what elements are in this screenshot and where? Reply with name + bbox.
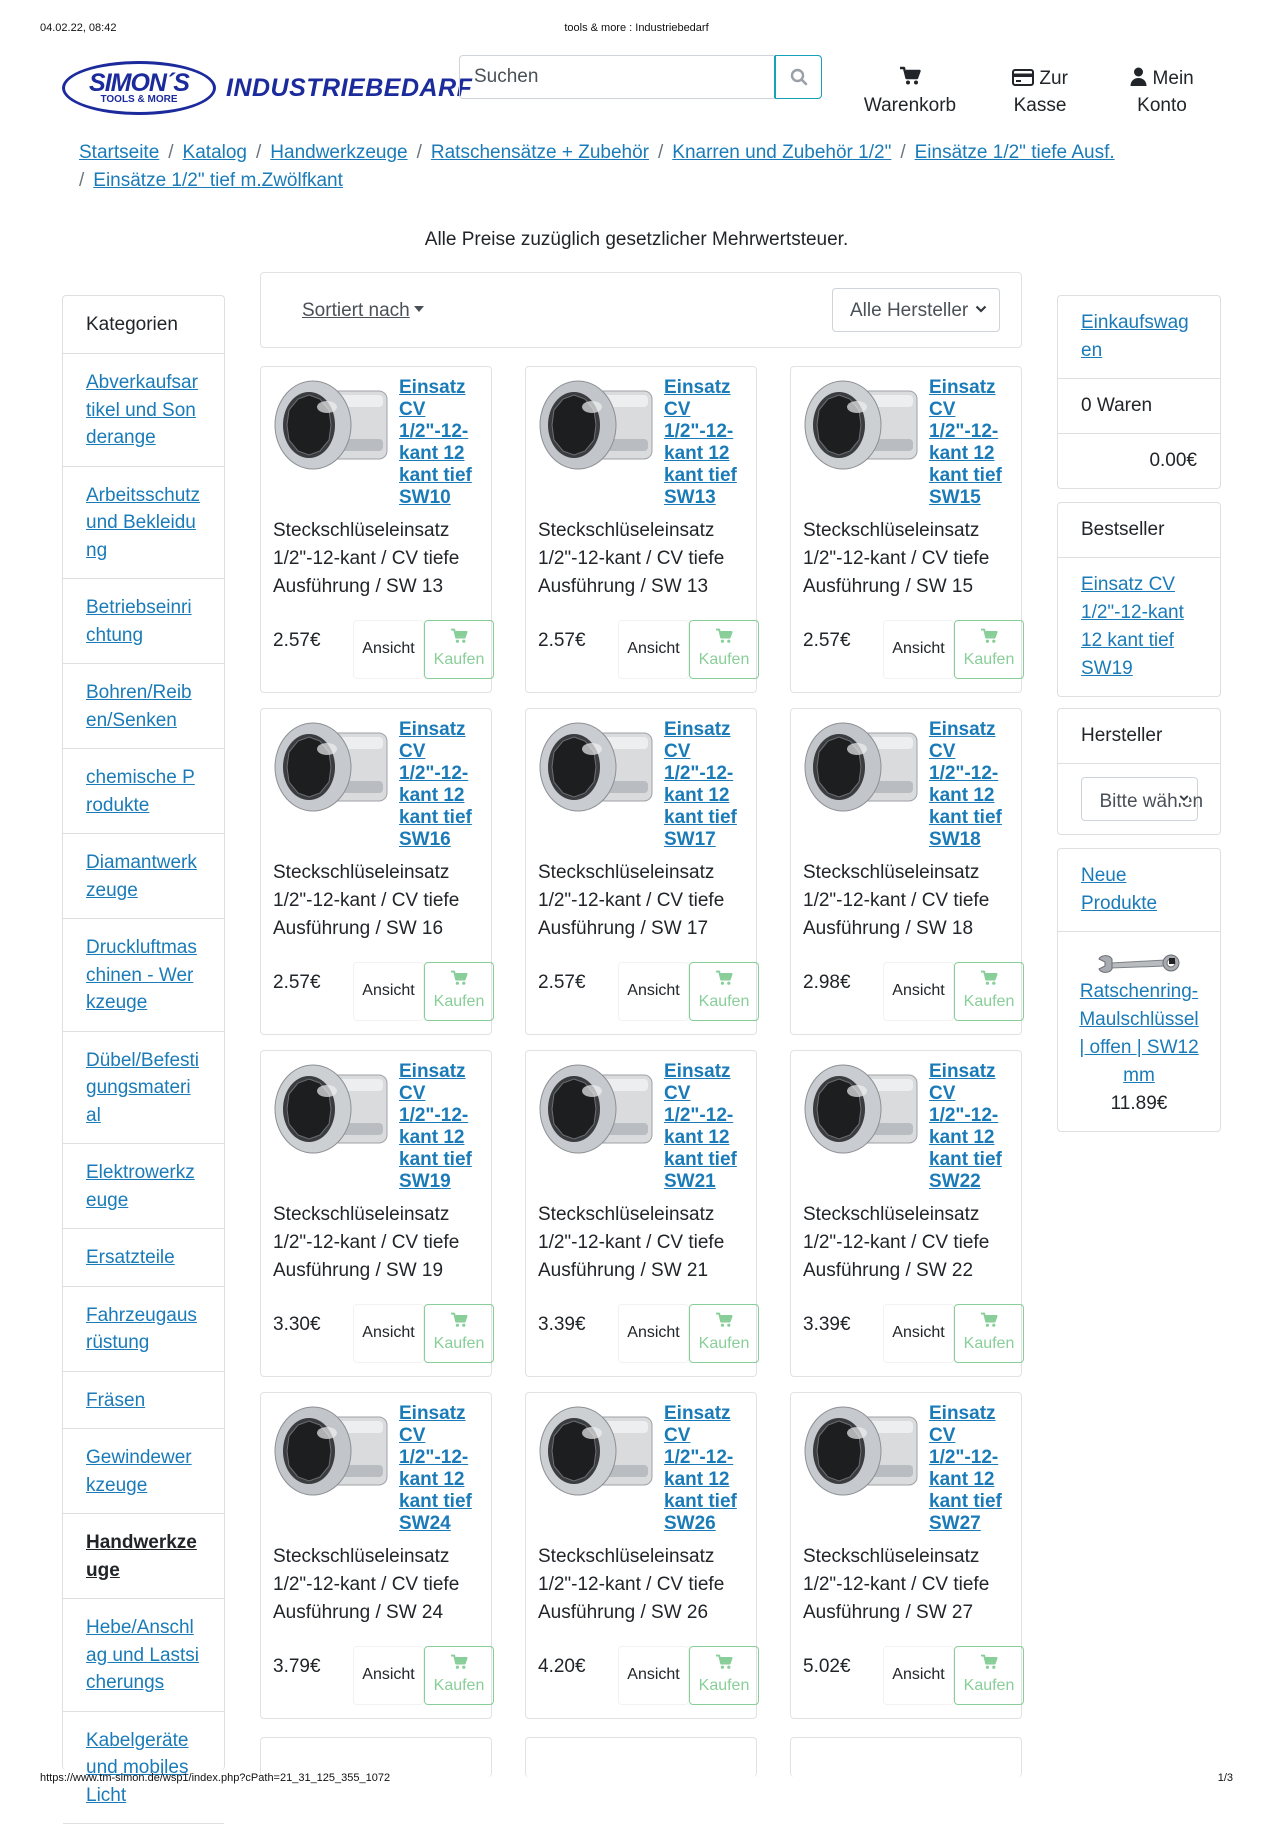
buy-button[interactable] [954,962,1024,1021]
buy-button[interactable] [424,1646,494,1705]
cart-icon [715,628,733,644]
logo-subtitle: INDUSTRIEBEDARF [226,74,472,103]
product-card [525,366,757,693]
nav-account-label-1: Mein [1153,68,1194,89]
product-price: 5.02€ [803,1656,851,1678]
product-description: Steckschlüseleinsatz 1/2"-12-kant / CV tiefe Ausführung / SW 21 [538,1201,748,1285]
product-card [260,366,492,693]
product-card [790,1050,1022,1377]
buy-button[interactable] [689,620,759,679]
cart-box-items: 0 Waren [1058,379,1220,434]
product-title: Einsatz CV 1/2"-12-kant 12 kant tief SW15 [929,377,1002,508]
categories-heading: Kategorien [63,296,224,354]
category-item[interactable]: Kabelgeräte und mobiles Licht [63,1712,224,1824]
buy-button[interactable] [424,1304,494,1363]
bestseller-title: Bestseller [1058,503,1220,558]
category-item[interactable]: Dübel/Befestigungsmaterial [63,1032,224,1145]
category-item[interactable]: Fahrzeugausrüstung [63,1287,224,1372]
product-card [260,1737,492,1777]
manufacturer-filter-value: Alle Hersteller [850,300,968,321]
view-button-label: Ansicht [362,1324,414,1341]
manufacturer-select-value: Bitte wählen [1100,791,1204,812]
category-item[interactable]: Betriebseinrichtung [63,579,224,664]
manufacturer-select[interactable] [1081,777,1198,821]
product-description: Steckschlüseleinsatz 1/2"-12-kant / CV tiefe Ausführung / SW 17 [538,859,748,943]
buy-button-label: Kaufen [699,651,750,668]
vat-notice: Alle Preise zuzüglich gesetzlicher Mehrwertsteuer. [0,229,1273,251]
nav-cart[interactable] [860,65,960,119]
product-price: 4.20€ [538,1656,586,1678]
product-price: 2.57€ [273,972,321,994]
product-description: Steckschlüseleinsatz 1/2"-12-kant / CV tiefe Ausführung / SW 19 [273,1201,483,1285]
buy-button[interactable] [954,1304,1024,1363]
view-button[interactable] [883,620,954,679]
search-button[interactable] [775,55,822,99]
breadcrumb-current[interactable]: Einsätze 1/2" tief m.Zwölfkant [93,170,343,191]
product-card [525,1737,757,1777]
cart-icon [715,1654,733,1670]
product-description: Steckschlüseleinsatz 1/2"-12-kant / CV tiefe Ausführung / SW 27 [803,1543,1013,1627]
buy-button[interactable] [689,1646,759,1705]
view-button[interactable] [618,962,689,1021]
nav-checkout-label-2: Kasse [1014,95,1067,116]
product-price: 2.57€ [538,630,586,652]
view-button[interactable] [883,1646,954,1705]
product-card [790,366,1022,693]
category-item[interactable]: Arbeitsschutz und Bekleidung [63,467,224,580]
product-price: 2.57€ [803,630,851,652]
view-button[interactable] [618,1304,689,1363]
print-header [40,22,1233,36]
product-description: Steckschlüseleinsatz 1/2"-12-kant / CV tiefe Ausführung / SW 15 [803,517,1013,601]
category-item[interactable]: Elektrowerkzeuge [63,1144,224,1229]
product-card [260,708,492,1035]
cart-icon [899,66,921,86]
site-logo[interactable] [62,58,424,118]
breadcrumb-handwerkzeuge[interactable]: Handwerkzeuge [270,142,407,163]
cart-icon [715,970,733,986]
chevron-down-icon [975,304,987,314]
nav-checkout[interactable] [995,65,1085,119]
product-price: 3.39€ [538,1314,586,1336]
product-price: 3.30€ [273,1314,321,1336]
logo-emblem [62,61,216,115]
search-form [459,55,822,99]
view-button-label: Ansicht [892,1666,944,1683]
manufacturer-box [1057,708,1221,835]
product-title: Einsatz CV 1/2"-12-kant 12 kant tief SW18 [929,719,1002,850]
breadcrumb-knarren[interactable]: Knarren und Zubehör 1/2" [672,142,891,163]
product-title-link[interactable] [273,377,481,509]
view-button[interactable] [618,1646,689,1705]
cart-box-total: 0.00€ [1058,434,1220,488]
cart-icon [980,970,998,986]
cart-box [1057,295,1221,489]
breadcrumb: Startseite / Katalog / Handwerkzeuge / Ratschensätze + Zubehör / Knarren und Zubehör 1/2" / Einsätze 1/2" tiefe Ausf. / Einsätze 1/2" tief m.Zwölfkant [79,139,1199,195]
buy-button[interactable] [954,620,1024,679]
sort-label: Sortiert nach [302,300,410,321]
cart-icon [980,1312,998,1328]
print-footer [40,1772,1233,1786]
view-button[interactable] [353,1646,424,1705]
buy-button[interactable] [954,1646,1024,1705]
category-item[interactable]: Diamantwerkzeuge [63,834,224,919]
categories-box [62,295,225,1770]
breadcrumb-catalog[interactable]: Katalog [183,142,247,163]
product-title-link[interactable] [803,1061,1011,1193]
category-item[interactable]: Ersatzteile [63,1229,224,1287]
product-title-link[interactable] [273,1061,481,1193]
product-title: Einsatz CV 1/2"-12-kant 12 kant tief SW27 [929,1403,1002,1534]
cart-icon [980,628,998,644]
user-icon [1130,67,1147,86]
view-button[interactable] [618,620,689,679]
category-item[interactable]: Gewindewerkzeuge [63,1429,224,1514]
view-button-label: Ansicht [362,640,414,657]
category-item[interactable]: Abverkaufsartikel und Sonderange [63,354,224,467]
buy-button-label: Kaufen [699,993,750,1010]
product-title-link[interactable] [803,1403,1011,1535]
caret-down-icon [414,306,424,312]
product-price: 3.79€ [273,1656,321,1678]
buy-button-label: Kaufen [964,1335,1015,1352]
view-button[interactable] [353,620,424,679]
product-description: Steckschlüseleinsatz 1/2"-12-kant / CV tiefe Ausführung / SW 16 [273,859,483,943]
category-item[interactable]: Fräsen [63,1372,224,1430]
buy-button-label: Kaufen [434,1335,485,1352]
product-title-link[interactable] [538,377,746,509]
manufacturer-title: Hersteller [1058,709,1220,764]
breadcrumb-home[interactable]: Startseite [79,142,159,163]
product-description: Steckschlüseleinsatz 1/2"-12-kant / CV tiefe Ausführung / SW 13 [538,517,748,601]
product-title: Einsatz CV 1/2"-12-kant 12 kant tief SW22 [929,1061,1002,1192]
buy-button[interactable] [424,620,494,679]
print-url: https://www.tm-simon.de/wsp1/index.php?cPath=21_31_125_355_1072 [40,1772,390,1784]
nav-account[interactable] [1117,65,1207,119]
product-title: Einsatz CV 1/2"-12-kant 12 kant tief SW17 [664,719,737,850]
category-item[interactable]: Druckluftmaschinen - Werkzeuge [63,919,224,1032]
view-button[interactable] [883,962,954,1021]
product-title-link[interactable] [803,377,1011,509]
cart-icon [980,1654,998,1670]
product-description: Steckschlüseleinsatz 1/2"-12-kant / CV tiefe Ausführung / SW 24 [273,1543,483,1627]
print-datetime: 04.02.22, 08:42 [40,22,116,34]
product-price: 2.98€ [803,972,851,994]
cart-icon [450,1654,468,1670]
product-description: Steckschlüseleinsatz 1/2"-12-kant / CV tiefe Ausführung / SW 13 [273,517,483,601]
buy-button-label: Kaufen [964,651,1015,668]
product-title-link[interactable] [538,1403,746,1535]
wrench-image[interactable] [1097,954,1181,976]
product-title: Einsatz CV 1/2"-12-kant 12 kant tief SW16 [399,719,472,850]
view-button-label: Ansicht [892,640,944,657]
search-input[interactable] [460,56,775,98]
buy-button-label: Kaufen [434,993,485,1010]
print-title: tools & more : Industriebedarf [40,22,1233,34]
print-page: 1/3 [1218,1772,1233,1784]
new-product-price: 11.89€ [1078,1090,1200,1118]
product-title-link[interactable] [273,719,481,851]
logo-tagline: TOOLS & MORE [65,94,213,105]
buy-button-label: Kaufen [699,1335,750,1352]
view-button-label: Ansicht [362,1666,414,1683]
logo-name: SIMON´S [65,69,213,98]
product-title-link[interactable] [538,719,746,851]
product-card [525,1392,757,1719]
view-button-label: Ansicht [892,1324,944,1341]
product-card [525,1050,757,1377]
product-price: 2.57€ [273,630,321,652]
buy-button-label: Kaufen [699,1677,750,1694]
cart-icon [450,628,468,644]
product-card [260,1392,492,1719]
bestseller-item[interactable]: Einsatz CV 1/2"-12-kant 12 kant tief SW19 [1081,574,1184,679]
nav-checkout-label-1: Zur [1039,68,1068,89]
category-item-active[interactable]: Handwerkzeuge [63,1514,224,1599]
breadcrumb-ratschensaetze[interactable]: Ratschensätze + Zubehör [431,142,649,163]
bestseller-box [1057,502,1221,697]
cart-icon [450,970,468,986]
view-button-label: Ansicht [627,982,679,999]
buy-button-label: Kaufen [964,1677,1015,1694]
product-description: Steckschlüseleinsatz 1/2"-12-kant / CV tiefe Ausführung / SW 18 [803,859,1013,943]
cart-icon [450,1312,468,1328]
product-card [790,708,1022,1035]
product-description: Steckschlüseleinsatz 1/2"-12-kant / CV tiefe Ausführung / SW 22 [803,1201,1013,1285]
category-item[interactable]: chemische Produkte [63,749,224,834]
manufacturer-filter-select[interactable] [832,288,1000,332]
product-title: Einsatz CV 1/2"-12-kant 12 kant tief SW24 [399,1403,472,1534]
new-products-box [1057,848,1221,1132]
view-button[interactable] [353,1304,424,1363]
buy-button-label: Kaufen [964,993,1015,1010]
view-button[interactable] [883,1304,954,1363]
product-description: Steckschlüseleinsatz 1/2"-12-kant / CV tiefe Ausführung / SW 26 [538,1543,748,1627]
nav-account-label-2: Konto [1137,95,1187,116]
view-button-label: Ansicht [362,982,414,999]
product-title: Einsatz CV 1/2"-12-kant 12 kant tief SW21 [664,1061,737,1192]
buy-button-label: Kaufen [434,651,485,668]
category-item[interactable]: Bohren/Reiben/Senken [63,664,224,749]
cart-icon [715,1312,733,1328]
buy-button[interactable] [424,962,494,1021]
listing-toolbar [260,272,1022,348]
nav-cart-label: Warenkorb [864,95,956,116]
product-card [525,708,757,1035]
buy-button[interactable] [689,1304,759,1363]
breadcrumb-einsaetze-tief[interactable]: Einsätze 1/2" tiefe Ausf. [915,142,1115,163]
chevron-down-icon [1177,793,1189,803]
credit-card-icon [1012,69,1034,86]
product-card [790,1737,1022,1777]
product-title: Einsatz CV 1/2"-12-kant 12 kant tief SW26 [664,1403,737,1534]
cart-box-title[interactable]: Einkaufswagen [1081,312,1189,361]
product-title-link[interactable] [273,1403,481,1535]
product-title: Einsatz CV 1/2"-12-kant 12 kant tief SW19 [399,1061,472,1192]
product-title: Einsatz CV 1/2"-12-kant 12 kant tief SW10 [399,377,472,508]
category-item[interactable]: Hebe/Anschlag und Lastsicherungs [63,1599,224,1712]
view-button-label: Ansicht [627,640,679,657]
view-button-label: Ansicht [627,1324,679,1341]
product-title: Einsatz CV 1/2"-12-kant 12 kant tief SW13 [664,377,737,508]
buy-button[interactable] [689,962,759,1021]
product-price: 2.57€ [538,972,586,994]
view-button-label: Ansicht [627,1666,679,1683]
new-products-title[interactable]: Neue Produkte [1081,865,1157,914]
view-button[interactable] [353,962,424,1021]
search-icon [790,68,808,86]
view-button-label: Ansicht [892,982,944,999]
product-title-link[interactable] [538,1061,746,1193]
sort-dropdown[interactable] [302,300,424,322]
product-card [790,1392,1022,1719]
product-card [260,1050,492,1377]
buy-button-label: Kaufen [434,1677,485,1694]
product-price: 3.39€ [803,1314,851,1336]
new-product-item[interactable]: Ratschenring-Maulschlüssel | offen | SW12 mm [1078,978,1200,1090]
product-title-link[interactable] [803,719,1011,851]
